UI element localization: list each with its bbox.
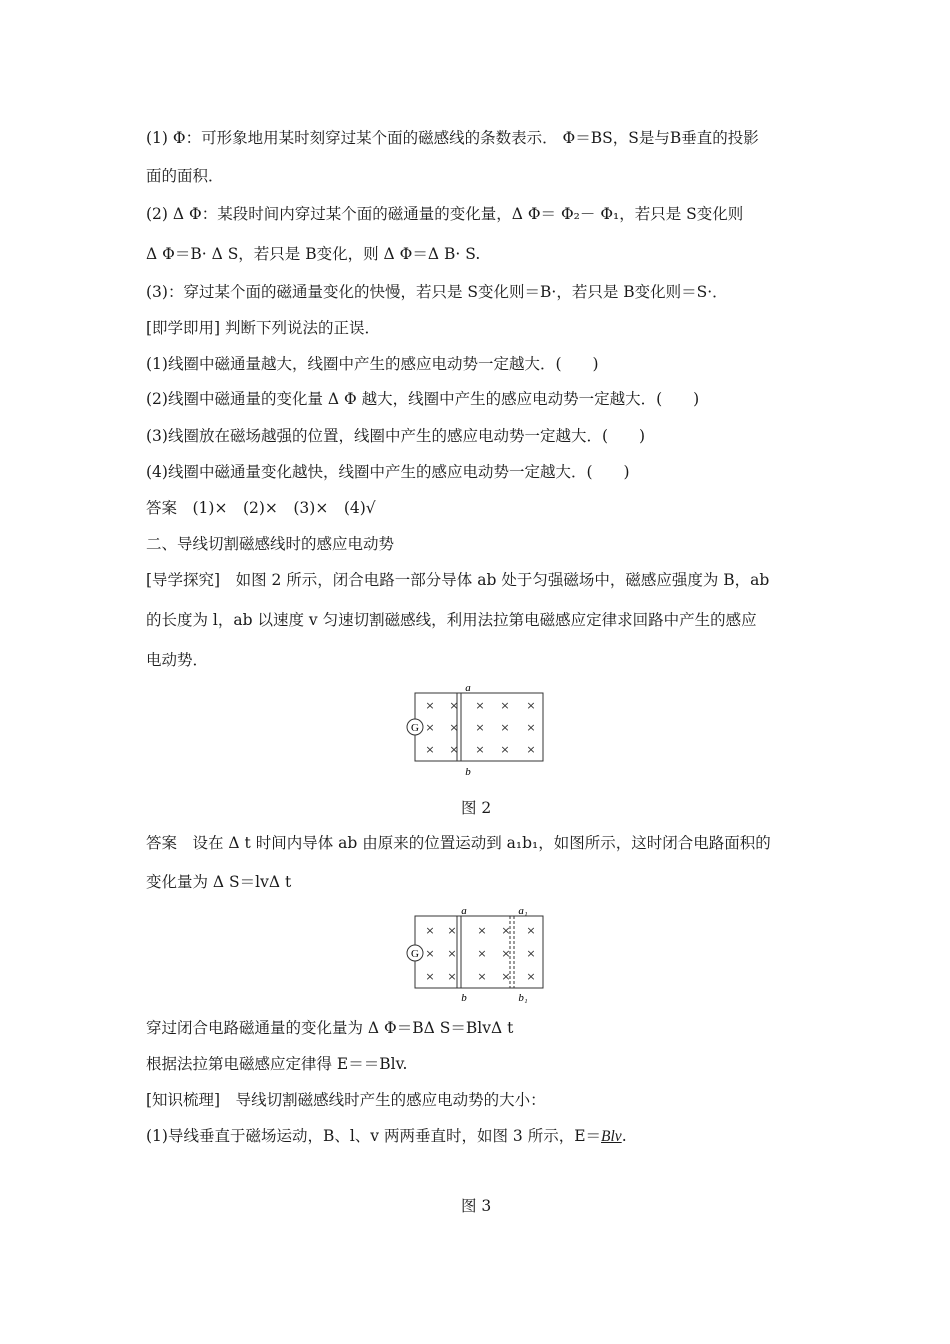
figure-2-caption: 图 2 — [461, 799, 492, 817]
text-line-21-main: (1)导线垂直于磁场运动，B、l、v 两两垂直时，如图 3 所示，E＝ — [146, 1127, 602, 1145]
svg-text:×: × — [526, 947, 536, 960]
svg-text:×: × — [425, 721, 435, 734]
text-line-8: (2)线圈中磁通量的变化量 Δ Φ 越大，线圈中产生的感应电动势一定越大．( ) — [146, 390, 700, 408]
svg-text:×: × — [425, 947, 435, 960]
text-line-21-end: . — [621, 1127, 627, 1145]
svg-text:×: × — [501, 924, 511, 937]
svg-text:×: × — [425, 970, 435, 983]
section-heading: 二、导线切割磁感线时的感应电动势 — [146, 535, 395, 553]
svg-text:×: × — [449, 721, 459, 734]
svg-text:×: × — [501, 947, 511, 960]
svg-text:G: G — [411, 948, 419, 960]
text-line-2: 面的面积． — [146, 167, 224, 185]
text-line-17: 变化量为 Δ S＝lvΔ t — [146, 873, 292, 891]
svg-text:×: × — [500, 699, 510, 712]
svg-text:×: × — [425, 743, 435, 756]
text-line-21 — [146, 1126, 627, 1147]
text-line-5: (3)：穿过某个面的磁通量变化的快慢，若只是 S变化则＝B·，若只是 B变化则＝S·． — [146, 283, 728, 301]
text-line-6: [即学即用] 判断下列说法的正误． — [146, 319, 381, 337]
svg-text:×: × — [526, 924, 536, 937]
text-line-18: 穿过闭合电路磁通量的变化量为 Δ Φ＝BΔ S＝BlvΔ t — [146, 1019, 514, 1037]
text-line-7: (1)线圈中磁通量越大，线圈中产生的感应电动势一定越大．( ) — [146, 355, 599, 373]
svg-text:×: × — [526, 699, 536, 712]
answer-line: 答案 (1)× (2)× (3)× (4)√ — [146, 499, 376, 517]
svg-text:×: × — [449, 743, 459, 756]
svg-text:a: a — [465, 682, 471, 694]
svg-text:×: × — [477, 924, 487, 937]
text-line-3: (2) Δ Φ：某段时间内穿过某个面的磁通量的变化量，Δ Φ＝ Φ₂－ Φ₁，若只是 S变化则 — [146, 205, 744, 223]
text-line-13: [导学探究] 如图 2 所示，闭合电路一部分导体 ab 处于匀强磁场中，磁感应强度为 B，ab — [146, 571, 770, 589]
svg-text:×: × — [449, 699, 459, 712]
svg-text:×: × — [500, 721, 510, 734]
svg-text:×: × — [425, 699, 435, 712]
svg-text:G: G — [411, 722, 419, 734]
svg-text:a: a — [461, 905, 467, 917]
svg-text:×: × — [447, 970, 457, 983]
svg-text:b: b — [461, 992, 467, 1004]
figure-2 — [402, 680, 548, 780]
text-line-20: [知识梳理] 导线切割磁感线时产生的感应电动势的大小： — [146, 1091, 546, 1109]
text-line-9: (3)线圈放在磁场越强的位置，线圈中产生的感应电动势一定越大．( ) — [146, 427, 646, 445]
figure-3-caption: 图 3 — [461, 1197, 492, 1215]
svg-text:×: × — [475, 699, 485, 712]
svg-text:×: × — [447, 947, 457, 960]
text-line-14: 的长度为 l，ab 以速度 v 匀速切割磁感线，利用法拉第电磁感应定律求回路中产生的感应 — [146, 611, 757, 629]
svg-text:b₁: b₁ — [518, 992, 528, 1004]
formula-blank: Blv — [601, 1128, 622, 1145]
text-line-1: (1) Φ：可形象地用某时刻穿过某个面的磁感线的条数表示． Φ＝BS，S是与B垂直的投影 — [146, 129, 759, 147]
text-line-16: 答案 设在 Δ t 时间内导体 ab 由原来的位置运动到 a₁b₁，如图所示，这时闭合电路面积的 — [146, 834, 771, 852]
svg-text:×: × — [425, 924, 435, 937]
svg-text:×: × — [500, 743, 510, 756]
svg-text:a₁: a₁ — [518, 905, 528, 917]
svg-text:×: × — [526, 970, 536, 983]
svg-text:×: × — [526, 743, 536, 756]
svg-text:×: × — [501, 970, 511, 983]
text-line-10: (4)线圈中磁通量变化越快，线圈中产生的感应电动势一定越大．( ) — [146, 463, 630, 481]
svg-text:×: × — [475, 721, 485, 734]
svg-text:×: × — [477, 947, 487, 960]
svg-text:×: × — [477, 970, 487, 983]
svg-text:×: × — [526, 721, 536, 734]
figure-motion — [402, 905, 548, 1005]
svg-text:×: × — [447, 924, 457, 937]
text-line-15: 电动势． — [146, 651, 209, 669]
text-line-4: Δ Φ＝B· Δ S，若只是 B变化，则 Δ Φ＝Δ B· S. — [146, 245, 481, 263]
svg-text:×: × — [475, 743, 485, 756]
text-line-19: 根据法拉第电磁感应定律得 E＝＝Blv. — [146, 1055, 408, 1073]
svg-text:b: b — [465, 766, 471, 778]
